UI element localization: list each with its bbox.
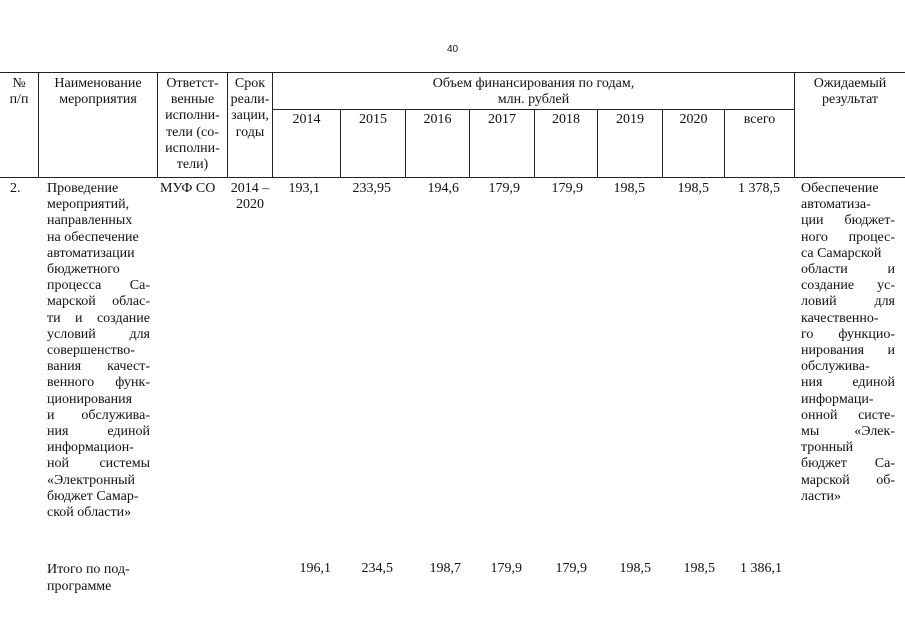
header-funding: Объем финансирования по годам, млн. рублей: [432, 76, 635, 108]
row-name-line: ния единой: [47, 424, 150, 440]
total-label: Итого по под- программе: [47, 562, 130, 594]
header-responsible: Ответст- венные исполни- тели (со- исполни- тели): [165, 76, 220, 173]
row-value-2017: 179,9: [488, 181, 520, 196]
row-name-line: венного функ-: [47, 375, 150, 391]
row-name-line: совершенство-: [47, 343, 135, 359]
row-name-line: автоматизации: [47, 245, 135, 261]
row-result-line: са Самарской: [801, 245, 882, 261]
row-name-line: ной системы: [47, 456, 150, 472]
row-result-line: автоматиза-: [801, 197, 871, 213]
row-value-2020: 198,5: [677, 181, 709, 196]
row-name-line: направленных: [47, 213, 133, 229]
header-year-total: всего: [743, 112, 776, 127]
total-value-2016: 198,7: [429, 561, 461, 576]
header-year: 2019: [616, 112, 644, 127]
row-name-line: на обеспечение: [47, 229, 139, 245]
row-value-2016: 194,6: [427, 181, 459, 196]
header-result: Ожидаемый результат: [813, 76, 887, 108]
total-value-2014: 196,1: [299, 561, 331, 576]
row-name: [47, 181, 150, 521]
total-value-2019: 198,5: [619, 561, 651, 576]
row-value-2015: 233,95: [352, 181, 391, 196]
row-name-line: информацион-: [47, 440, 134, 456]
row-num: 2.: [10, 181, 21, 196]
row-name-line: условий для: [47, 326, 150, 342]
header-name: Наименование мероприятия: [54, 76, 142, 108]
row-name-line: «Электронный: [47, 472, 136, 488]
row-name-line: ционирования: [47, 391, 133, 407]
header-year: 2017: [488, 112, 516, 127]
row-name-line: мероприятий,: [47, 197, 130, 213]
row-result-line: нирования и: [801, 343, 895, 359]
row-result-line: ного процес-: [801, 229, 895, 245]
header-year: 2016: [423, 112, 452, 127]
row-name-line: бюджет Самар-: [47, 488, 139, 504]
row-result-line: ции бюджет-: [801, 213, 895, 229]
row-result-line: ласти»: [801, 488, 842, 504]
row-name-line: процесса Са-: [47, 278, 150, 294]
row-result-line: марской об-: [801, 472, 895, 488]
row-result-line: го функцио-: [801, 326, 895, 342]
row-result-line: информаци-: [801, 391, 874, 407]
header-year: 2018: [552, 112, 580, 127]
row-value-2019: 198,5: [613, 181, 645, 196]
header-year: 2014: [292, 112, 321, 127]
row-result-line: бюджет Са-: [801, 456, 895, 472]
row-name-line: вания качест-: [47, 359, 150, 375]
row-name-line: ти и создание: [47, 310, 150, 326]
row-result-line: ния единой: [801, 375, 895, 391]
row-name-line: ской области»: [47, 505, 132, 521]
row-value-2014: 193,1: [288, 181, 320, 196]
row-value-total: 1 378,5: [738, 181, 780, 196]
row-result-line: области и: [801, 262, 895, 278]
row-name-line: и обслужива-: [47, 407, 150, 423]
row-result-line: создание ус-: [801, 278, 895, 294]
row-result: [801, 181, 895, 505]
header-year: 2015: [359, 112, 387, 127]
row-responsible: МУФ СО: [160, 181, 216, 196]
row-name-line: бюджетного: [47, 262, 120, 278]
total-value-2020: 198,5: [683, 561, 715, 576]
row-result-line: онной систе-: [801, 407, 895, 423]
row-result-line: ловий для: [801, 294, 895, 310]
row-term: 2014 – 2020: [230, 181, 270, 213]
row-result-line: мы «Элек-: [801, 424, 895, 440]
row-value-2018: 179,9: [551, 181, 583, 196]
row-result-line: тронный: [801, 440, 854, 456]
page-number: 40: [446, 44, 459, 55]
row-name-line: Проведение: [47, 181, 119, 196]
row-result-line: обслужива-: [801, 359, 870, 375]
header-term: Срок реали- зации, годы: [230, 76, 270, 140]
total-value-total: 1 386,1: [740, 561, 782, 576]
row-result-line: качественно-: [801, 310, 879, 326]
header-num: № п/п: [9, 76, 29, 108]
header-year: 2020: [679, 112, 708, 127]
total-value-2015: 234,5: [361, 561, 393, 576]
row-result-line: Обеспечение: [801, 181, 879, 196]
total-value-2018: 179,9: [555, 561, 587, 576]
total-value-2017: 179,9: [490, 561, 522, 576]
row-name-line: марской облас-: [47, 294, 150, 310]
